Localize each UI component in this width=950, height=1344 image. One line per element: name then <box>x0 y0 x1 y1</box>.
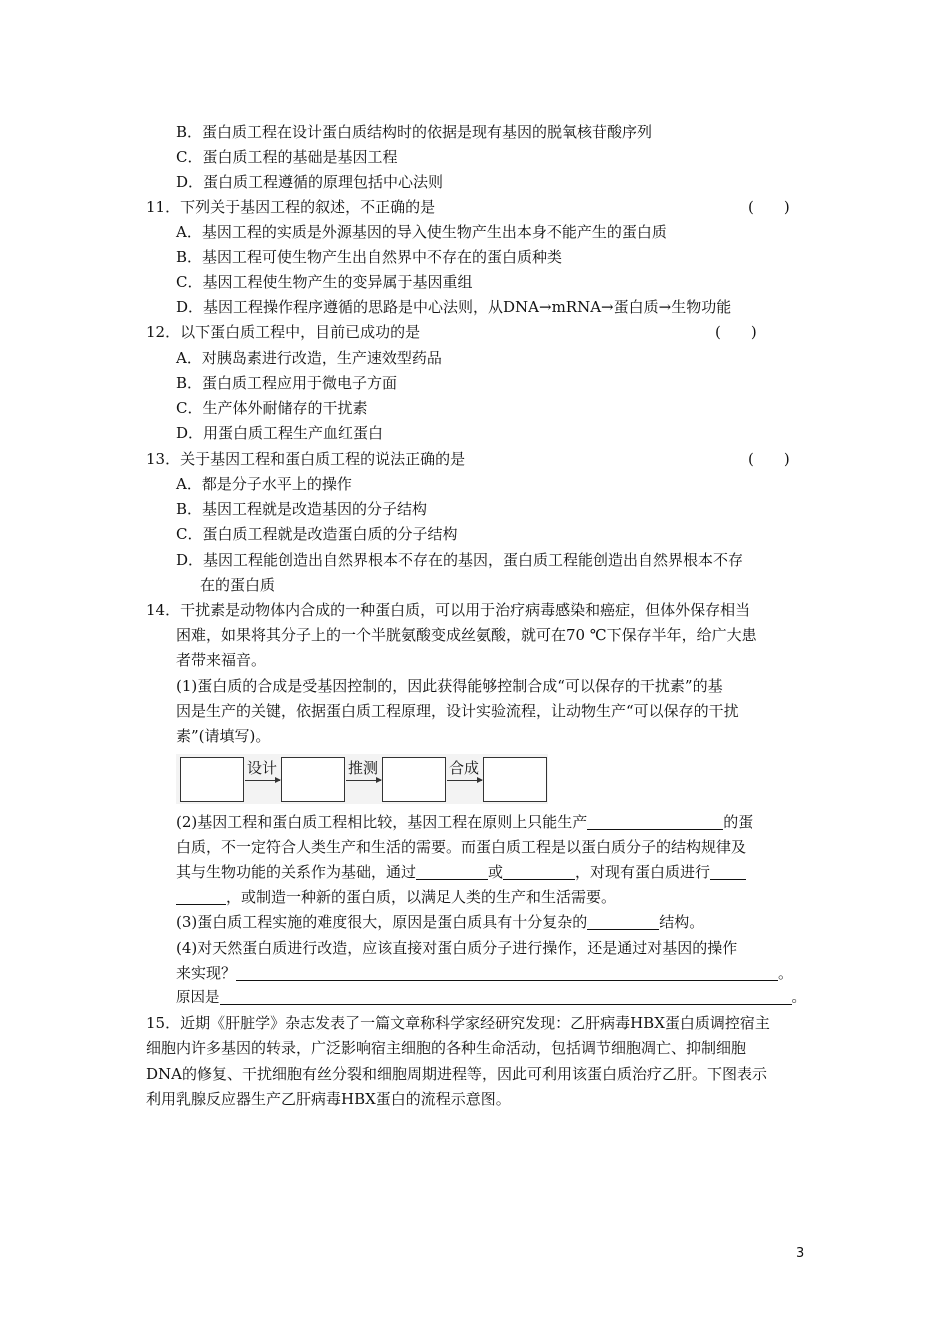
q12-option-d: D．用蛋白质工程生产血红蛋白 <box>176 424 384 442</box>
q14-part3-text-b: 结构。 <box>659 913 705 931</box>
q13-option-d-line1: D．基因工程能创造出自然界根本不存在的基因，蛋白质工程能创造出自然界根本不存 <box>176 551 744 569</box>
q14-part3 <box>176 912 704 932</box>
q12-stem: 12．以下蛋白质工程中，目前已成功的是 <box>146 323 421 341</box>
q14-part3-text-a: (3)蛋白质工程实施的难度很大，原因是蛋白质具有十分复杂的 <box>176 913 588 931</box>
q13-option-b: B．基因工程就是改造基因的分子结构 <box>176 500 428 518</box>
q14-part4-line2-text-b: 。 <box>778 964 794 982</box>
answer-blank-4b[interactable] <box>220 990 792 1005</box>
q14-part1-line1: (1)蛋白质的合成是受基因控制的，因此获得能够控制合成“可以保存的干扰素”的基 <box>176 677 723 695</box>
q14-stem-line3: 者带来福音。 <box>176 651 267 669</box>
flow-arrow-3 <box>447 780 482 781</box>
q11-option-a: A．基因工程的实质是外源基因的导入使生物产生出本身不能产生的蛋白质 <box>176 223 667 241</box>
q14-part2-line3-text-b: 或 <box>488 863 504 881</box>
q14-part2-line4-text: ，或制造一种新的蛋白质，以满足人类的生产和生活需要。 <box>226 888 617 906</box>
answer-blank-3[interactable] <box>587 915 659 930</box>
q12-option-a: A．对胰岛素进行改造，生产速效型药品 <box>176 349 442 367</box>
flow-box-1 <box>180 757 244 802</box>
q14-part4-line3-text-b: 。 <box>791 990 806 1006</box>
flow-label-infer: 推测 <box>348 759 379 777</box>
answer-blank-2d-end[interactable] <box>176 890 226 905</box>
flow-label-design: 设计 <box>247 759 278 777</box>
q13-stem: 13．关于基因工程和蛋白质工程的说法正确的是 <box>146 450 466 468</box>
q13-answer-paren: ( ) <box>748 450 790 468</box>
q11-option-d: D．基因工程操作程序遵循的思路是中心法则，从DNA→mRNA→蛋白质→生物功能 <box>176 298 732 316</box>
flow-label-synthesize: 合成 <box>449 759 480 777</box>
answer-blank-2a[interactable] <box>587 815 723 830</box>
q12-answer-paren: ( ) <box>715 323 757 341</box>
q13-option-a: A．都是分子水平上的操作 <box>176 475 352 493</box>
q14-stem-line1: 14．干扰素是动物体内合成的一种蛋白质，可以用于治疗病毒感染和癌症，但体外保存相当 <box>146 601 751 619</box>
q14-part4-line1: (4)对天然蛋白质进行改造，应该直接对蛋白质分子进行操作，还是通过对基因的操作 <box>176 939 738 957</box>
flow-arrow-2 <box>346 780 381 781</box>
q14-part2-line2: 白质，不一定符合人类生产和生活的需要。而蛋白质工程是以蛋白质分子的结构规律及 <box>176 838 747 856</box>
q15-line3: DNA的修复、干扰细胞有丝分裂和细胞周期进程等，因此可利用该蛋白质治疗乙肝。下图表示 <box>146 1065 767 1083</box>
q15-line2: 细胞内许多基因的转录，广泛影响宿主细胞的各种生命活动，包括调节细胞凋亡、抑制细胞 <box>146 1039 747 1057</box>
q14-part2-line3 <box>176 862 746 882</box>
q14-part4-line3-text-a: 原因是 <box>176 990 220 1006</box>
q10-option-b: B．蛋白质工程在设计蛋白质结构时的依据是现有基因的脱氧核苷酸序列 <box>176 123 653 141</box>
q14-part2-line1 <box>176 812 753 832</box>
q10-option-d: D．蛋白质工程遵循的原理包括中心法则 <box>176 173 444 191</box>
q14-part2-line1-text-b: 的蛋 <box>723 813 754 831</box>
flow-arrow-1 <box>245 780 280 781</box>
answer-blank-4a[interactable] <box>236 966 778 981</box>
q14-stem-line2: 困难，如果将其分子上的一个半胱氨酸变成丝氨酸，就可在70 ℃下保存半年，给广大患 <box>176 626 757 644</box>
q11-option-c: C．基因工程使生物产生的变异属于基因重组 <box>176 273 473 291</box>
q11-stem: 11．下列关于基因工程的叙述，不正确的是 <box>146 198 436 216</box>
q14-part2-line3-text-a: 其与生物功能的关系作为基础，通过 <box>176 863 417 881</box>
flow-box-4 <box>483 757 547 802</box>
q14-part1-line2: 因是生产的关键，依据蛋白质工程原理，设计实验流程，让动物生产“可以保存的干扰 <box>176 702 739 720</box>
flow-box-2 <box>281 757 345 802</box>
q14-part1-line3: 素”(请填写)。 <box>176 727 271 745</box>
q12-option-b: B．蛋白质工程应用于微电子方面 <box>176 374 398 392</box>
q11-answer-paren: ( ) <box>748 198 790 216</box>
q14-part4-line2-text-a: 来实现？ <box>176 964 237 982</box>
q14-part2-line3-text-c: ，对现有蛋白质进行 <box>575 863 711 881</box>
answer-blank-2d-start[interactable] <box>710 865 746 880</box>
q15-line1: 15．近期《肝脏学》杂志发表了一篇文章称科学家经研究发现：乙肝病毒HBX蛋白质调控宿主 <box>146 1014 770 1032</box>
q14-part4-line3 <box>176 988 806 1008</box>
page-number: 3 <box>796 1246 805 1261</box>
answer-blank-2b[interactable] <box>416 865 488 880</box>
answer-blank-2c[interactable] <box>503 865 575 880</box>
q14-part2-line1-text-a: (2)基因工程和蛋白质工程相比较，基因工程在原则上只能生产 <box>176 813 588 831</box>
q15-line4: 利用乳腺反应器生产乙肝病毒HBX蛋白的流程示意图。 <box>146 1090 511 1108</box>
q14-part4-line2 <box>176 963 793 983</box>
q10-option-c: C．蛋白质工程的基础是基因工程 <box>176 148 398 166</box>
q13-option-c: C．蛋白质工程就是改造蛋白质的分子结构 <box>176 525 458 543</box>
q11-option-b: B．基因工程可使生物产生出自然界中不存在的蛋白质种类 <box>176 248 563 266</box>
q12-option-c: C．生产体外耐储存的干扰素 <box>176 399 368 417</box>
q14-part2-line4 <box>176 887 616 907</box>
flow-box-3 <box>382 757 446 802</box>
q13-option-d-line2: 在的蛋白质 <box>200 576 276 594</box>
